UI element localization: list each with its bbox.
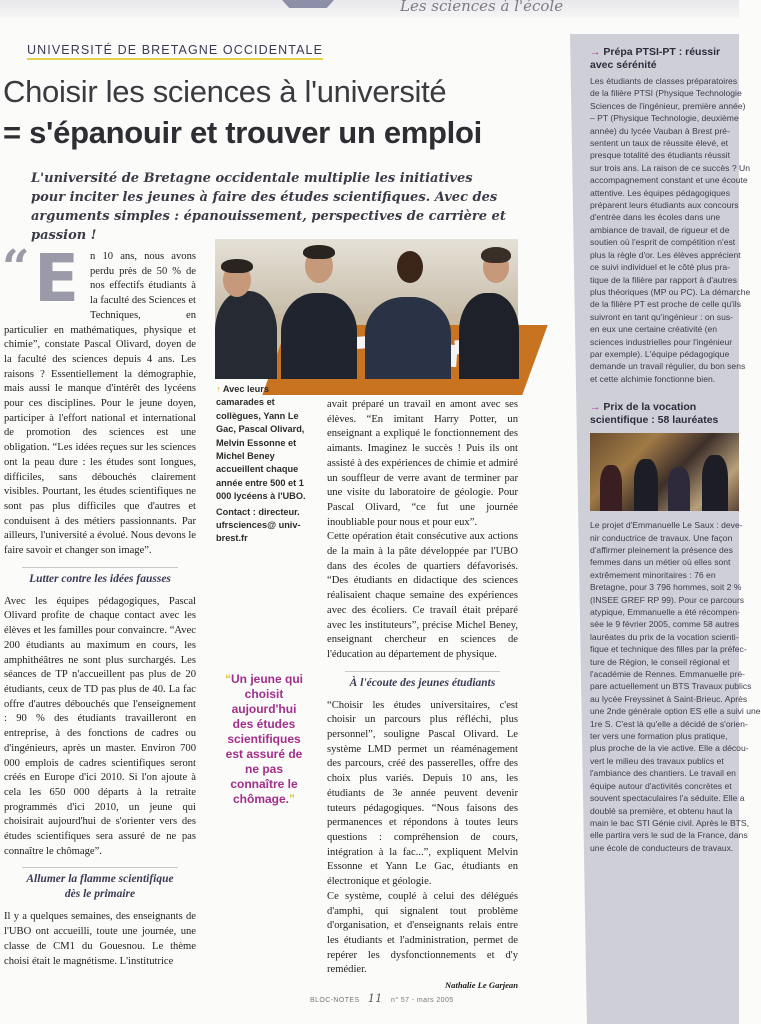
article-title-line1: Choisir les sciences à l'université — [3, 74, 447, 109]
paragraph: avait préparé un travail en amont avec ses élèves. “En imitant Harry Potter, un enseignant a expliqué le fonctionnement des aimants. Imaginez le succès ! Puis ils ont assisté à des expériences de chimie et admiré un souffleur de verre avant de terminer par une visite du laboratoire de géologie. Pour Pascal Olivard, “ce fut une journée inoubliable pour nous et pour eux”. — [327, 399, 518, 528]
close-quote-icon: ” — [289, 792, 295, 806]
sidebar-text-line: accompagnement constant et une écoute — [590, 175, 748, 186]
sidebar-text-line: demande un travail régulier, du bon sens — [590, 361, 746, 372]
sidebar-text-line: en eux une certaine créativité (en — [590, 324, 718, 335]
sidebar-text-line: plus proche de la vie active. Elle a décou- — [590, 743, 749, 754]
sidebar-text-line: d'affirmer pleinement la présence des — [590, 544, 733, 555]
subheading: À l'écoute des jeunes étudiants — [345, 671, 500, 691]
arrow-right-icon: → — [590, 46, 601, 58]
publication-name: BLOC-NOTES — [310, 997, 360, 1004]
sidebar-text-line: équipe autour d'activités concrètes et — [590, 780, 732, 791]
paragraph: n 10 ans, nous avons perdu près de 50 % de nos effectifs étudiants à la faculté des Sciences et Techniques, en particulier en mathématiques, physique et chimie”, constate Pascal Olivard, doyen de la faculté des sciences depuis 4 ans. Les raisons ? Essentiellement la démographie, mais aussi le manque d'intérêt des lycéens pour ces disciplines. Pour le jeune doyen, participer à l'effort national et international de promotion des sciences est une obligation. “Les idées reçues sur les sciences ont la peau dure : les études sont longues, difficiles, sans débouchés clairement visibles. Pourtant, les études scientifiques ne sont pas plus difficiles que d'autres et conduisent à des métiers passionnants. Par ailleurs, l'université a évolué. Nous devons le faire savoir et changer son image”. — [4, 251, 196, 557]
paragraph: “Choisir les études universitaires, c'est choisir un parcours plus réfléchi, plus personnel”, souligne Pascal Olivard. Le système LMD permet un réaménagement des parcours, créé des passerelles, offre des choix plus variés. Depuis 10 ans, les étudiants de 3e année peuvent devenir tuteurs pédagogiques. “Nous faisons des permanences et répondons à toutes leurs questions : compréhension de cours, intégration à la fac...”, expliquent Melvin Essonne et Yann Le Gac, étudiants en électronique et géologie. — [327, 699, 518, 888]
sidebar-text-line: vert le milieu des travaux publics et — [590, 755, 724, 766]
subheading: Lutter contre les idées fausses — [22, 567, 178, 587]
sidebar-text-line: Bretagne, pour 3 796 hommes, soit 2 % — [590, 582, 742, 593]
article-lede: L'université de Bretagne occidentale multiplie les initiatives pour inciter les jeunes à faire des études scientifiques. Avec des arguments simples : épanouissement, perspectives de carrière et passion ! — [31, 171, 506, 243]
article-column-1 — [2, 240, 196, 969]
sidebar-text-line: préparent leurs étudiants aux concours — [590, 200, 739, 211]
sidebar-text-line: presque totalité des étudiants réussit — [590, 150, 730, 161]
sidebar-text-line: Les étudiants de classes préparatoires — [590, 76, 738, 86]
group-photo — [215, 239, 518, 379]
photo-caption: ↑ Avec leurs camarades et collègues, Yann Le Gac, Pascal Olivard, Melvin Essonne et Michel Beney accueillent chaque année entre 500 et 1 000 lycéens à l'UBO. Contact : directeur. ufrsciences@ univ-brest.fr — [216, 383, 316, 546]
sidebar-text-line: de la filière PT est proche de celle qu'ils — [590, 299, 741, 310]
subheading: Allumer la flamme scientifique dès le primaire — [22, 867, 178, 902]
pull-quote: “Un jeune qui choisit aujourd'hui des études scientifiques est assuré de ne pas connaître le chômage.” — [225, 672, 303, 806]
sidebar-text-line: par exemple). L'équipe pédagogique — [590, 348, 730, 359]
sidebar-text-line: ambiance de travail, de rigueur et de — [590, 224, 730, 235]
drop-cap-letter: E — [34, 240, 80, 317]
sidebar-text-line: femmes dans un métier où elles sont — [590, 557, 731, 568]
sidebar-text-line: sur trois ans. La raison de ce succès ? Un — [590, 162, 751, 173]
article-intro — [2, 240, 196, 559]
sidebar-text-line: suivront en tant qu'ingénieur : on sus- — [590, 311, 734, 322]
sidebar-text-line: extrêmement minoritaires : 76 en — [590, 569, 716, 580]
sidebar-text-line: lauréates du prix de la vocation scienti- — [590, 631, 739, 642]
arrow-up-icon: ↑ — [216, 384, 221, 394]
header-decoration — [282, 0, 334, 8]
sidebar-text-line: Sciences de l'ingénieur, première année) — [590, 100, 746, 111]
open-quote-icon: “ — [225, 672, 231, 686]
section-title: Les sciences à l'école — [400, 0, 564, 15]
sidebar-box1-title: → Prépa PTSI-PT : réussir avec sérénité — [590, 46, 721, 71]
sidebar-box1-text — [590, 75, 751, 385]
sidebar-text-line: ce suivi individuel et le côté plus pra- — [590, 262, 730, 273]
sidebar-text-line: 1re S. C'est là qu'elle a décidé de s'orien- — [590, 718, 748, 729]
open-quote-icon: “ — [2, 240, 30, 296]
contact-info: Contact : directeur. ufrsciences@ univ-brest.fr — [216, 506, 301, 544]
sidebar-text-line: sciences industrielles pour l'ingénieur — [590, 336, 733, 347]
sidebar-text-line: – PT (Physique Technologie, deuxième — [590, 113, 739, 124]
article-title-line2: = s'épanouir et trouver un emploi — [3, 115, 482, 150]
sidebar-gap — [590, 385, 739, 401]
sidebar-text-line: une 2nde générale option ES elle a suivi une — [590, 706, 761, 717]
paragraph: Cette opération était consécutive aux actions de la main à la pâte développée par l'UBO dans des écoles de quartiers défavorisés. “Des étudiants en didactique des sciences réalisaient chaque semaine des expériences avec des écoliers. Ce travail était préparé avec les instituteurs”, précise Michel Beney, enseignant chercheur en sciences de l'éducation au département de physique. — [327, 531, 518, 660]
sidebar-text-line: fique et technique des filles par la préfec- — [590, 644, 747, 655]
sidebar-text-line: de la filière PTSI (Physique Technologie — [590, 88, 742, 99]
sidebar-box2-title: → Prix de la vocation scientifique : 58 lauréates — [590, 401, 719, 427]
sidebar-text-line: ture de Région, le conseil régional et — [590, 656, 730, 667]
sidebar-text-line: sentent un taux de réussite élevé, et — [590, 138, 729, 149]
sidebar-text-line: pare actuellement un BTS Travaux publics — [590, 681, 752, 692]
paragraph: Avec les équipes pédagogiques, Pascal Olivard profite de chaque contact avec les élèves et les familles pour convaincre. “Avec 200 étudiants au maximum en cours, les amphithéâtres ne sont plus surchargés. Les séances de TP n'accueillent pas plus de 20 étudiants, ceux de TD pas plus de 40. La fac offre d'autres débouchés que l'enseignement : 90 % des étudiants travailleront en entreprise, à des fonctions de cadres ou d'ingénieurs, après un master. Environ 700 000 emplois de cadres scientifiques seront créés en Europe d'ici 2010. Si l'on ajoute à cela les 650 000 départs à la retraite programmés d'ici 2010, un jeune qui choisirait aujourd'hui de s'orienter vers des études scientifiques sera assuré de ne pas connaître le chômage”. — [4, 595, 196, 857]
sidebar-text-line: année) du lycée Vauban à Brest pré- — [590, 125, 730, 136]
article-kicker: UNIVERSITÉ DE BRETAGNE OCCIDENTALE — [27, 43, 323, 60]
issue-info: n° 57 - mars 2005 — [391, 997, 454, 1004]
sidebar-text-line: plus la règle d'or. Les élèves apprécient — [590, 249, 741, 260]
sidebar-text-line: elle partira vers le sud de la France, dans — [590, 830, 748, 841]
sidebar-text-line: atypique, Emmanuelle a été récompen- — [590, 607, 740, 617]
sidebar-text-line: ter vers une formation plus pratique, — [590, 731, 728, 742]
arrow-right-icon: → — [590, 401, 601, 414]
sidebar-text-line: l'académie de Rennes. Emmanuelle pré- — [590, 669, 745, 680]
page-footer — [310, 992, 454, 1005]
sidebar-text-line: souvent spectaculaires l'a séduite. Elle a — [590, 793, 745, 804]
sidebar-text-line: et cette alchimie fonctionne bien. — [590, 373, 716, 384]
sidebar-text-line: d'entrée dans les écoles dans une — [590, 212, 721, 223]
sidebar-text-line: soutien où l'esprit de compétition n'est — [590, 237, 736, 248]
page-number: 11 — [367, 992, 383, 1005]
author-signature: Nathalie Le Garjean — [444, 980, 518, 991]
sidebar-text-line: une école de conducteurs de travaux. — [590, 842, 734, 853]
sidebar-text-line: doublé sa première, et obtenu haut la — [590, 805, 733, 816]
top-header-strip — [0, 0, 739, 18]
award-ceremony-photo — [590, 433, 739, 511]
sidebar-text-line: main le bac STI Génie civil. Après le BTS, — [590, 817, 750, 828]
paragraph: Ce système, couplé à celui des délégués d'amphi, qui signalent tout problème d'organisation, et d'enseignants relais entre les étudiants et l'administration, permet de repérer les dysfonctionnements et d'y remédier. — [327, 890, 518, 976]
sidebar — [590, 46, 761, 854]
sidebar-text-line: tique de la filière par rapport à d'autres — [590, 274, 737, 285]
sidebar-text-line: l'ambiance des chantiers. Le travail en — [590, 768, 736, 779]
sidebar-text-line: nir conductrice de travaux. Une façon — [590, 532, 733, 543]
article-column-3 — [327, 398, 518, 990]
sidebar-text-line: attentive. Les équipes pédagogiques — [590, 187, 730, 198]
sidebar-text-line: plus théoriques (MP ou PC). La démarche — [590, 286, 751, 297]
sidebar-text-line: au lycée Freyssinet à Saint-Brieuc. Après — [590, 693, 748, 704]
sidebar-text-line: Le projet d'Emmanuelle Le Saux : deve- — [590, 520, 743, 531]
sidebar-text-line: (INSEE GREF RP 99). Pour ce parcours — [590, 594, 745, 605]
sidebar-box2-text — [590, 519, 761, 854]
sidebar-text-line: sée le 9 février 2005, comme 58 autres — [590, 619, 740, 630]
drop-cap — [2, 240, 86, 317]
paragraph: Il y a quelques semaines, des enseignants de l'UBO ont accueilli, toute une journée, une classe de CM1 du Gouesnou. Le thème choisi était le magnétisme. L'institutrice — [4, 911, 196, 967]
